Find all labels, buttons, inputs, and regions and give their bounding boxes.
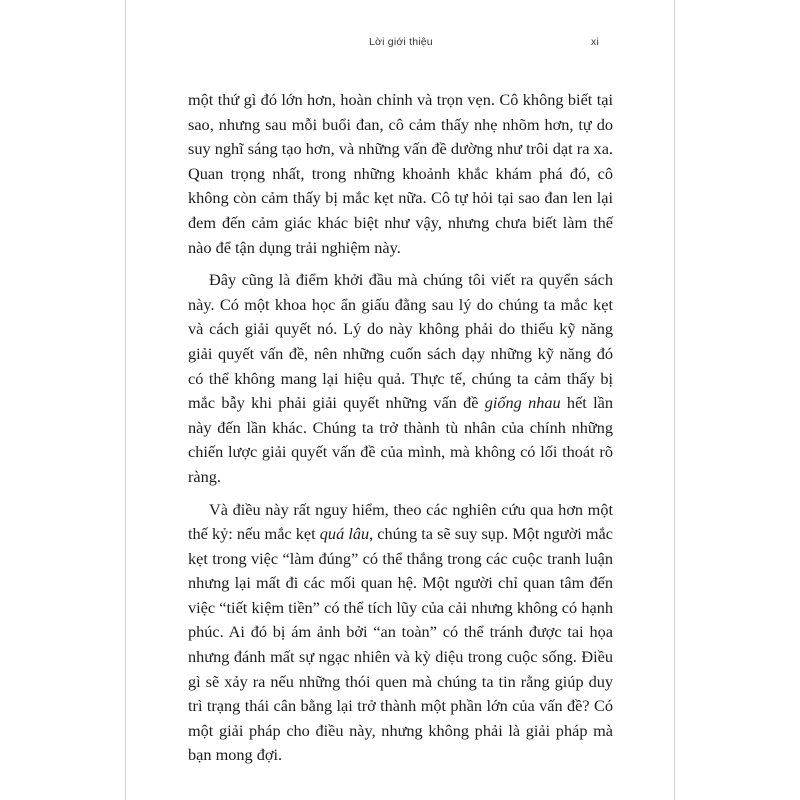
text-run: Đây cũng là điểm khởi đầu mà chúng tôi viết ra quyển sách này. Có một khoa học ẩn giấu đằng sau lý do chúng ta mắc kẹt và cách giải quyết nó. Lý do này không phải do thiếu kỹ năng giải quyết vấn đề, nên những cuốn sách dạy những kỹ năng đó có thể không mang lại hiệu quả. Thực tế, chúng ta cảm thấy bị mắc bẫy khi phải giải quyết những vấn đề bbox=[188, 270, 613, 413]
text-run: một thứ gì đó lớn hơn, hoàn chỉnh và trọn vẹn. Cô không biết tại sao, nhưng sau mỗi buổi đan, cô cảm thấy nhẹ nhõm hơn, tự do suy nghĩ sáng tạo hơn, và những vấn đề dường như trôi dạt ra xa. Quan trọng nhất, trong những khoảnh khắc khám phá đó, cô không còn cảm thấy bị mắc kẹt nữa. Cô tự hỏi tại sao đan len lại đem đến cảm giác khác biệt như vậy, nhưng chưa biết làm thế nào để tận dụng trải nghiệm này. bbox=[188, 90, 613, 257]
body-text bbox=[188, 88, 613, 776]
italic-text-run: quá lâu bbox=[319, 524, 370, 544]
paragraph bbox=[188, 268, 613, 489]
text-run: Và điều này rất nguy hiểm, theo các nghiên cứu qua hơn một thế kỷ: nếu mắc kẹt bbox=[188, 499, 613, 544]
page-number: xi bbox=[591, 36, 599, 48]
book-page bbox=[125, 0, 675, 800]
text-run: , chúng ta sẽ suy sụp. Một người mắc kẹt trong việc “làm đúng” có thể thắng trong các cuộc tranh luận nhưng lại mất đi các mối quan hệ. Một người chỉ quan tâm đến việc “tiết kiệm tiền” có thể tích lũy của cải nhưng không có hạnh phúc. Ai đó bị ám ảnh bởi “an toàn” có thể tránh được tai họa nhưng đánh mất sự ngạc nhiên và kỳ diệu trong cuộc sống. Điều gì sẽ xảy ra nếu những thói quen mà chúng ta tin rằng giúp duy trì trạng thái cân bằng lại trở thành một phần lớn của vấn đề? Có một giải pháp cho điều này, nhưng không phải là giải pháp mà bạn mong đợi. bbox=[188, 524, 613, 765]
italic-text-run: giống nhau bbox=[484, 393, 561, 413]
paragraph bbox=[188, 498, 613, 769]
chapter-title: Lời giới thiệu bbox=[369, 36, 433, 48]
text-run: hết lần này đến lần khác. Chúng ta trở thành tù nhân của chính những chiến lược giải quyết vấn đề của mình, mà không có lối thoát rõ ràng. bbox=[188, 393, 613, 486]
paragraph bbox=[188, 88, 613, 260]
